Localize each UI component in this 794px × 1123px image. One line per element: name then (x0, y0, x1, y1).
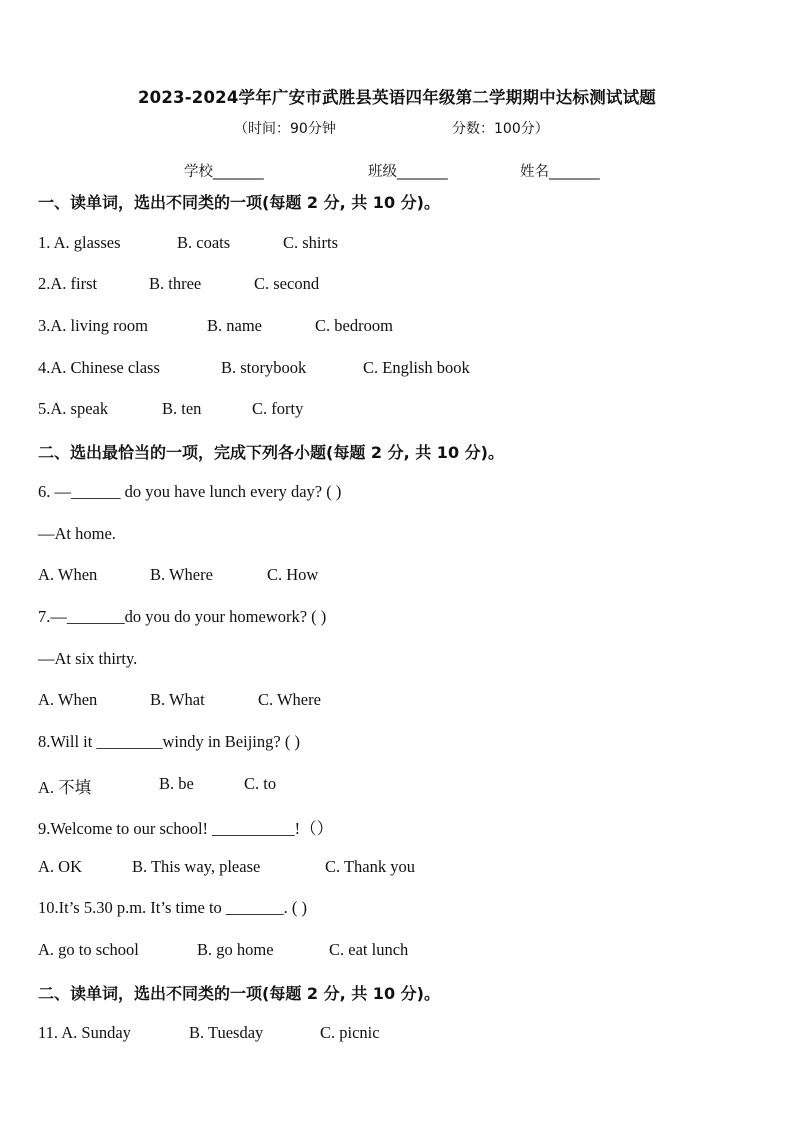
q4-option-c: C. English book (363, 358, 470, 377)
exam-time: （时间：90分钟 (234, 121, 336, 137)
q3-option-a: 3.A. living room (38, 316, 148, 335)
q2-option-c: C. second (254, 274, 320, 293)
q3-option-b: B. name (207, 316, 262, 335)
q5-option-c: C. forty (252, 399, 304, 418)
q8-option-a: A. 不填 (38, 778, 92, 797)
q11-option-b: B. Tuesday (189, 1023, 264, 1042)
class-field: 班级_______ (368, 164, 448, 180)
exam-score: 分数：100分） (452, 121, 549, 137)
section-3-heading: 二、读单词，选出不同类的一项(每题 2 分, 共 10 分)。 (38, 984, 440, 1003)
q5-option-b: B. ten (162, 399, 202, 418)
q6-option-a: A. When (38, 565, 98, 584)
q7-option-b: B. What (150, 690, 205, 709)
q9-option-b: B. This way, please (132, 857, 261, 876)
q8-stem: 8.Will it ________windy in Beijing? ( ) (38, 732, 300, 751)
q6-option-c: C. How (267, 565, 319, 584)
q11-option-c: C. picnic (320, 1023, 380, 1042)
q7-stem: 7.—_______do you do your homework? ( ) (38, 607, 327, 626)
q8-option-c: C. to (244, 774, 277, 793)
page-title: 2023-2024学年广安市武胜县英语四年级第二学期期中达标测试试题 (138, 88, 656, 107)
q10-option-b: B. go home (197, 940, 274, 959)
q10-option-c: C. eat lunch (329, 940, 409, 959)
q10-stem: 10.It’s 5.30 p.m. It’s time to _______. ( ) (38, 898, 308, 917)
q4-option-a: 4.A. Chinese class (38, 358, 160, 377)
q3-option-c: C. bedroom (315, 316, 393, 335)
school-field: 学校_______ (184, 164, 264, 180)
q1-option-a: 1. A. glasses (38, 233, 121, 252)
q11-option-a: 11. A. Sunday (38, 1023, 131, 1042)
q9-option-c: C. Thank you (325, 857, 415, 876)
section-1-heading: 一、读单词，选出不同类的一项(每题 2 分, 共 10 分)。 (38, 193, 440, 212)
q4-option-b: B. storybook (221, 358, 307, 377)
q6-stem: 6. —______ do you have lunch every day? ( ) (38, 482, 342, 501)
q2-option-a: 2.A. first (38, 274, 98, 293)
q8-option-b: B. be (159, 774, 194, 793)
q1-option-c: C. shirts (283, 233, 339, 252)
q9-option-a: A. OK (38, 857, 82, 876)
name-field: 姓名_______ (520, 164, 600, 180)
section-2-heading: 二、选出最恰当的一项，完成下列各小题(每题 2 分, 共 10 分)。 (38, 443, 504, 462)
q10-option-a: A. go to school (38, 940, 139, 959)
q9-stem: 9.Welcome to our school! __________!（） (38, 819, 334, 838)
q7-option-c: C. Where (258, 690, 321, 709)
q6-reply: —At home. (38, 524, 116, 543)
q7-reply: —At six thirty. (38, 649, 138, 668)
q2-option-b: B. three (149, 274, 202, 293)
q1-option-b: B. coats (177, 233, 231, 252)
q6-option-b: B. Where (150, 565, 213, 584)
q7-option-a: A. When (38, 690, 98, 709)
q5-option-a: 5.A. speak (38, 399, 109, 418)
